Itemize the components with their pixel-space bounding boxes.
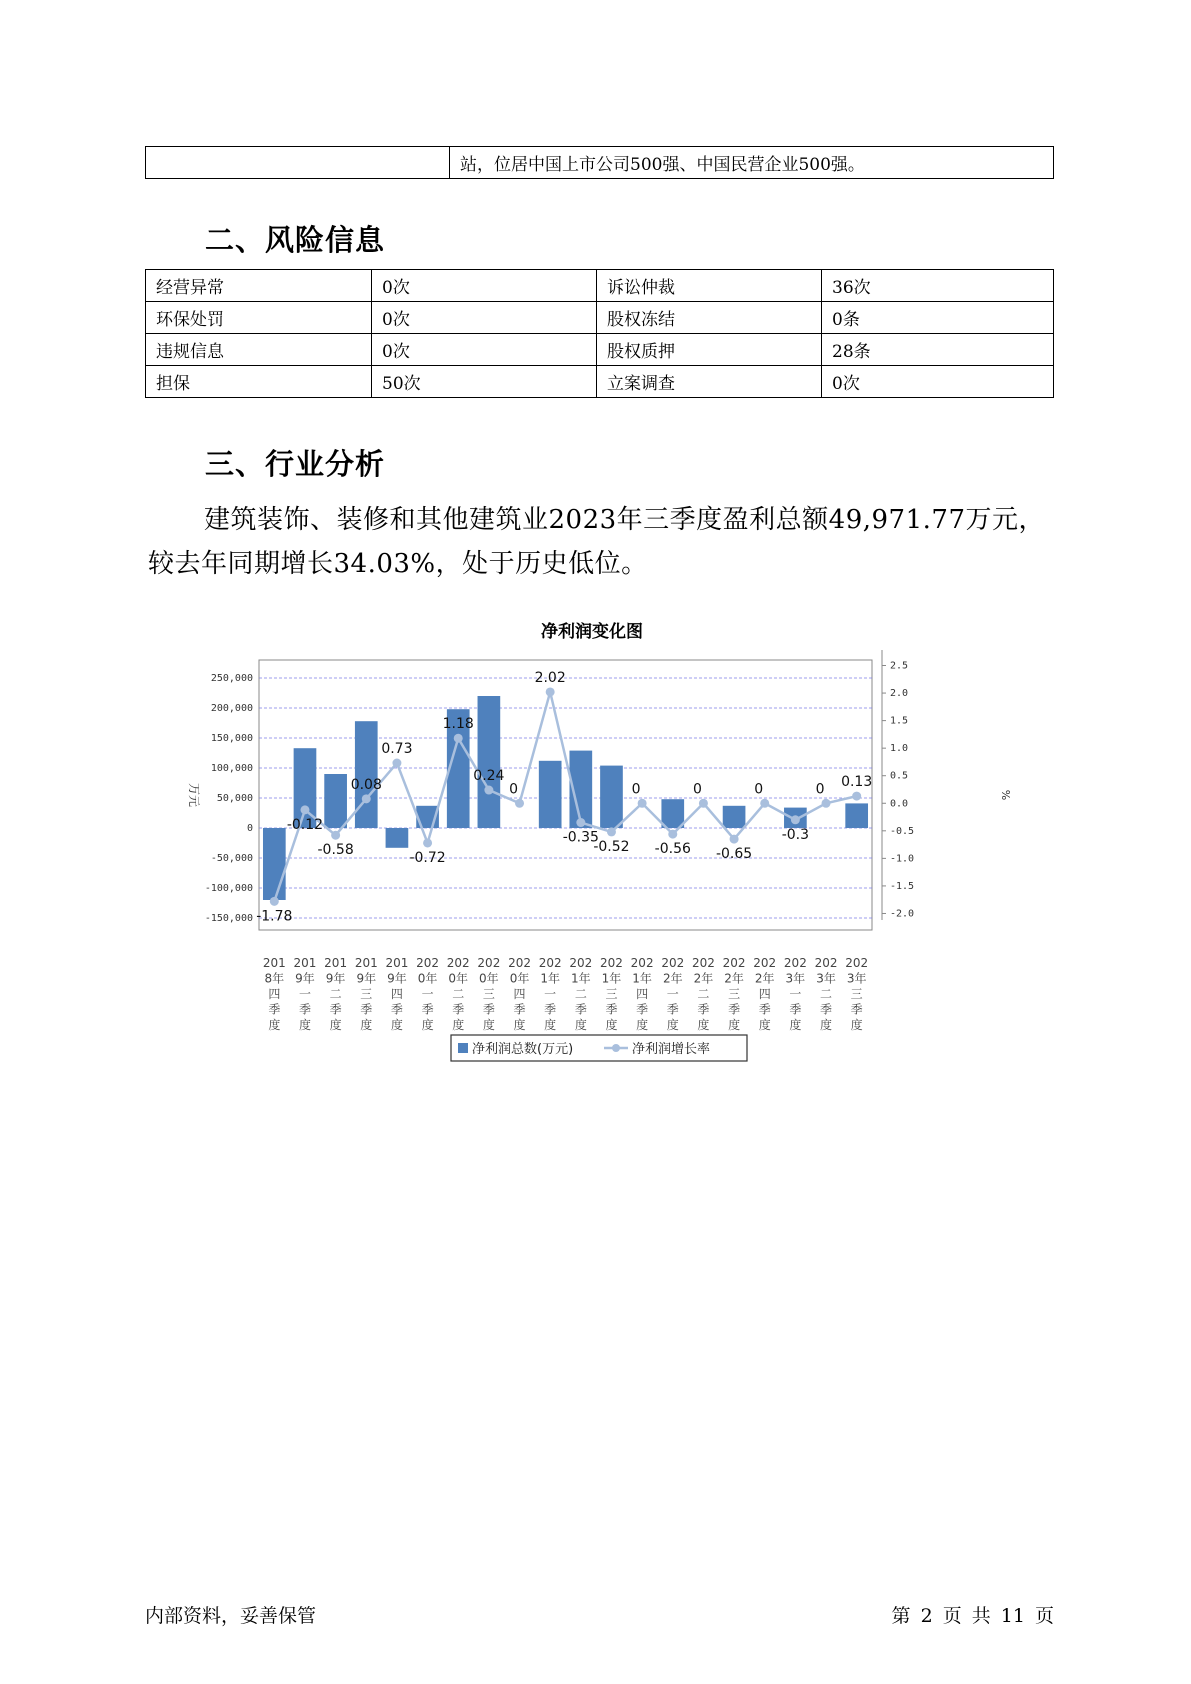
y2-axis-label: %	[999, 789, 1012, 801]
net-profit-chart	[180, 612, 1010, 1092]
bar	[324, 774, 347, 828]
y2-tick-label: 0.5	[890, 770, 909, 782]
y-tick-label: 200,000	[210, 703, 253, 714]
table-row	[146, 270, 1054, 302]
growth-rate-point	[668, 830, 677, 839]
data-label: -0.56	[654, 841, 691, 858]
y-tick-label: -100,000	[204, 883, 253, 894]
growth-rate-point	[822, 799, 831, 808]
risk-label: 环保处罚	[146, 302, 372, 334]
growth-rate-point	[638, 799, 647, 808]
x-tick-label: 202 2年二季度	[691, 956, 715, 1032]
y2-tick-label: -1.0	[890, 853, 915, 865]
x-tick-label: 202 0年一季度	[416, 956, 440, 1032]
table-row	[146, 147, 1054, 179]
growth-rate-point	[760, 799, 769, 808]
x-tick-label: 201 9年一季度	[293, 956, 317, 1032]
data-label: -0.72	[409, 849, 446, 866]
y-axis-label: 万元	[187, 782, 201, 808]
data-label: 0	[815, 781, 825, 798]
bar	[478, 696, 501, 828]
x-tick-label: 201 8年四季度	[262, 956, 286, 1032]
risk-label: 诉讼仲裁	[597, 270, 822, 302]
y2-tick-label: -1.5	[890, 880, 915, 892]
footer-confidential-note: 内部资料，妥善保管	[145, 1605, 317, 1627]
table-cell-empty	[146, 147, 450, 179]
growth-rate-point	[546, 687, 555, 696]
bar	[845, 803, 868, 828]
bar	[386, 828, 409, 848]
x-tick-label: 202 2年三季度	[722, 956, 746, 1032]
data-label: 0	[509, 781, 518, 798]
data-label: 1.18	[442, 716, 474, 733]
x-tick-label: 202 0年二季度	[446, 956, 470, 1032]
growth-rate-point	[423, 838, 432, 847]
growth-rate-point	[362, 794, 371, 803]
growth-rate-point	[852, 792, 861, 801]
table-cell: 站，位居中国上市公司500强、中国民营企业500强。	[450, 147, 1054, 179]
data-label: -0.65	[715, 846, 753, 863]
footer-page-number: 第 2 页 共 11 页	[891, 1605, 1054, 1627]
risk-value: 0条	[822, 302, 1054, 334]
risk-value: 0次	[372, 302, 597, 334]
data-label: 0.24	[473, 768, 505, 785]
data-label: -0.35	[562, 829, 599, 846]
y-tick-label: 150,000	[210, 733, 253, 744]
x-tick-label: 202 1年二季度	[569, 956, 593, 1032]
risk-value: 36次	[822, 270, 1054, 302]
data-label: 0	[754, 781, 764, 798]
growth-rate-point	[331, 831, 340, 840]
growth-rate-point	[300, 805, 309, 814]
risk-label: 立案调查	[597, 366, 822, 398]
risk-label: 股权冻结	[597, 302, 822, 334]
growth-rate-point	[484, 786, 493, 795]
growth-rate-point	[576, 818, 585, 827]
data-label: 2.02	[534, 669, 566, 686]
risk-value: 0次	[372, 270, 597, 302]
bar	[600, 766, 623, 828]
y-tick-label: -50,000	[210, 853, 253, 864]
x-tick-label: 201 9年二季度	[324, 956, 348, 1032]
growth-rate-point	[791, 815, 800, 824]
bar	[723, 806, 746, 828]
growth-rate-point	[454, 734, 463, 743]
table-row	[146, 366, 1054, 398]
y2-tick-label: 2.5	[890, 660, 909, 672]
risk-label: 股权质押	[597, 334, 822, 366]
x-tick-label: 202 1年一季度	[538, 956, 562, 1032]
growth-rate-point	[730, 835, 739, 844]
y-tick-label: 50,000	[216, 793, 253, 804]
risk-label: 经营异常	[146, 270, 372, 302]
growth-rate-point	[607, 827, 616, 836]
growth-rate-point	[392, 759, 401, 768]
data-label: 0.08	[350, 776, 382, 793]
x-tick-label: 202 3年二季度	[814, 956, 838, 1032]
y2-tick-label: 1.0	[890, 743, 909, 755]
y2-tick-label: 1.5	[890, 715, 909, 727]
x-tick-label: 202 3年一季度	[783, 956, 807, 1032]
data-label: 0	[692, 781, 702, 798]
bar	[661, 799, 684, 828]
risk-label: 担保	[146, 366, 372, 398]
legend-line-label: 净利润增长率	[632, 1042, 711, 1057]
risk-value: 28条	[822, 334, 1054, 366]
bar	[263, 828, 286, 900]
risk-value: 0次	[822, 366, 1054, 398]
plot-area	[259, 660, 872, 930]
data-label: 0.73	[381, 741, 413, 758]
x-tick-label: 202 3年三季度	[845, 956, 869, 1032]
y2-tick-label: 0.0	[890, 798, 909, 810]
data-label: -0.12	[286, 816, 324, 833]
y-tick-label: -150,000	[204, 913, 253, 924]
section-heading-risk: 二、风险信息	[205, 223, 386, 257]
table-row	[146, 302, 1054, 334]
x-tick-label: 201 9年三季度	[354, 956, 378, 1032]
x-tick-label: 202 1年三季度	[600, 956, 623, 1032]
x-tick-label: 202 1年四季度	[630, 956, 654, 1032]
risk-label: 违规信息	[146, 334, 372, 366]
chart-title: 净利润变化图	[541, 622, 643, 642]
y-tick-label: 100,000	[210, 763, 253, 774]
y2-tick-label: -0.5	[890, 825, 915, 837]
table-row	[146, 334, 1054, 366]
data-label: -0.58	[317, 842, 354, 859]
growth-rate-point	[270, 897, 279, 906]
risk-value: 0次	[372, 334, 597, 366]
x-tick-label: 202 2年一季度	[661, 956, 685, 1032]
data-label: 0	[631, 781, 641, 798]
industry-paragraph: 建筑装饰、装修和其他建筑业2023年三季度盈利总额49,971.77万元，较去年同期增长34.03%，处于历史低位。	[148, 505, 1045, 579]
data-label: -0.52	[593, 838, 630, 855]
bar	[539, 761, 562, 828]
data-label: -0.3	[781, 826, 810, 843]
chart-legend	[451, 1035, 747, 1061]
data-label: -1.78	[256, 908, 293, 925]
x-tick-label: 202 2年四季度	[753, 956, 777, 1032]
growth-rate-point	[699, 799, 708, 808]
growth-rate-point	[515, 799, 524, 808]
x-tick-label: 202 0年四季度	[508, 956, 531, 1032]
risk-info-table	[145, 269, 1054, 398]
data-label: 0.13	[841, 774, 873, 791]
x-tick-label: 202 0年三季度	[477, 956, 501, 1032]
risk-value: 50次	[372, 366, 597, 398]
y2-tick-label: -2.0	[890, 908, 915, 920]
company-info-table	[145, 146, 1054, 179]
legend-bar-label: 净利润总数(万元)	[472, 1042, 574, 1057]
legend-line-marker	[612, 1044, 620, 1052]
y2-tick-label: 2.0	[890, 688, 909, 700]
legend-bar-swatch	[458, 1043, 468, 1053]
section-heading-industry: 三、行业分析	[205, 447, 386, 481]
bar	[355, 721, 378, 828]
y-tick-label: 0	[246, 823, 253, 834]
x-tick-label: 201 9年四季度	[385, 956, 409, 1032]
y-tick-label: 250,000	[210, 673, 253, 684]
